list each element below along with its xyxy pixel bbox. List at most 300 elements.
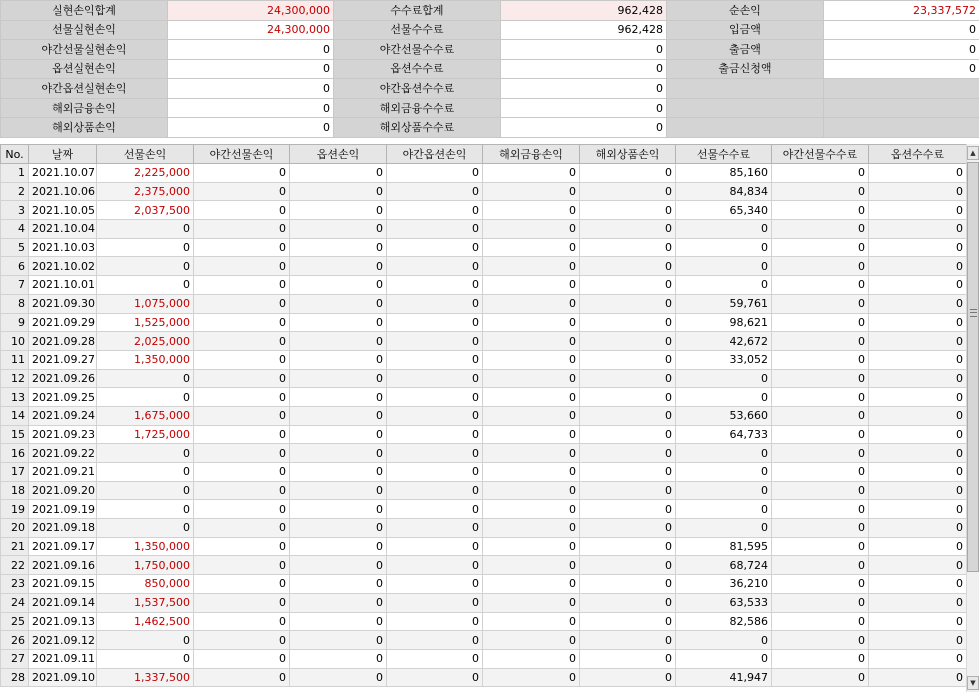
grid-cell: 0 — [580, 406, 676, 425]
summary-label: 야간옵션수수료 — [334, 79, 501, 99]
grid-cell: 0 — [290, 668, 387, 687]
grid-cell: 1,350,000 — [97, 350, 194, 369]
grid-cell: 0 — [194, 294, 290, 313]
row-number: 6 — [1, 257, 29, 276]
row-number: 15 — [1, 425, 29, 444]
grid-cell: 2,037,500 — [97, 201, 194, 220]
daily-pnl-table — [0, 144, 966, 687]
summary-label: 선물수수료 — [334, 20, 501, 40]
grid-cell: 0 — [483, 220, 580, 239]
grid-cell: 0 — [290, 612, 387, 631]
summary-label: 입금액 — [667, 20, 824, 40]
grid-cell: 1,725,000 — [97, 425, 194, 444]
grid-cell: 0 — [387, 500, 483, 519]
date-cell: 2021.09.28 — [29, 332, 97, 351]
grid-cell: 850,000 — [97, 575, 194, 594]
grid-cell: 0 — [772, 164, 869, 183]
grid-cell: 0 — [483, 537, 580, 556]
table-row[interactable] — [1, 369, 967, 388]
grid-cell: 0 — [290, 294, 387, 313]
table-row[interactable] — [1, 220, 967, 239]
column-header[interactable]: 선물손익 — [97, 145, 194, 164]
grid-cell: 0 — [483, 294, 580, 313]
row-number: 24 — [1, 593, 29, 612]
grid-cell: 0 — [194, 332, 290, 351]
column-header[interactable]: 선물수수료 — [676, 145, 772, 164]
column-header[interactable]: 야간옵션손익 — [387, 145, 483, 164]
grid-cell: 0 — [869, 556, 967, 575]
grid-cell: 0 — [483, 388, 580, 407]
date-cell: 2021.10.07 — [29, 164, 97, 183]
grid-cell: 0 — [483, 369, 580, 388]
row-number: 23 — [1, 575, 29, 594]
grid-cell: 0 — [194, 220, 290, 239]
summary-value: 24,300,000 — [168, 1, 334, 21]
grid-cell: 0 — [772, 369, 869, 388]
summary-label: 수수료합계 — [334, 1, 501, 21]
grid-cell: 0 — [580, 668, 676, 687]
grid-cell: 0 — [290, 313, 387, 332]
date-cell: 2021.09.19 — [29, 500, 97, 519]
date-cell: 2021.09.18 — [29, 519, 97, 538]
grid-cell: 0 — [869, 425, 967, 444]
date-cell: 2021.09.26 — [29, 369, 97, 388]
grid-cell: 0 — [194, 444, 290, 463]
table-row[interactable] — [1, 575, 967, 594]
date-cell: 2021.10.05 — [29, 201, 97, 220]
vertical-scrollbar[interactable] — [966, 144, 979, 692]
table-row[interactable] — [1, 313, 967, 332]
date-cell: 2021.10.04 — [29, 220, 97, 239]
summary-empty-cell — [667, 118, 824, 138]
grid-cell: 0 — [194, 350, 290, 369]
grid-cell: 0 — [97, 238, 194, 257]
grid-cell: 98,621 — [676, 313, 772, 332]
grid-cell: 1,337,500 — [97, 668, 194, 687]
grid-cell: 0 — [194, 463, 290, 482]
table-row[interactable] — [1, 425, 967, 444]
grid-cell: 0 — [772, 444, 869, 463]
grid-cell: 0 — [387, 593, 483, 612]
grid-cell: 0 — [97, 388, 194, 407]
summary-row — [1, 20, 979, 40]
grid-cell: 0 — [580, 164, 676, 183]
grid-cell: 0 — [194, 537, 290, 556]
grid-cell: 0 — [869, 406, 967, 425]
grid-cell: 0 — [290, 406, 387, 425]
grid-cell: 0 — [387, 668, 483, 687]
grid-cell: 0 — [676, 649, 772, 668]
grid-cell: 0 — [772, 313, 869, 332]
grid-cell: 0 — [194, 369, 290, 388]
date-cell: 2021.10.01 — [29, 276, 97, 295]
grid-cell: 0 — [290, 350, 387, 369]
grid-cell: 68,724 — [676, 556, 772, 575]
table-row[interactable] — [1, 332, 967, 351]
grid-cell: 0 — [483, 481, 580, 500]
date-cell: 2021.09.11 — [29, 649, 97, 668]
grid-cell: 0 — [290, 238, 387, 257]
grid-cell: 0 — [869, 276, 967, 295]
grid-cell: 0 — [290, 444, 387, 463]
summary-row — [1, 98, 979, 118]
date-cell: 2021.09.21 — [29, 463, 97, 482]
date-cell: 2021.09.14 — [29, 593, 97, 612]
grid-cell: 0 — [194, 164, 290, 183]
grid-cell: 0 — [483, 519, 580, 538]
summary-value: 0 — [824, 59, 979, 79]
date-cell: 2021.09.24 — [29, 406, 97, 425]
grid-cell: 0 — [483, 593, 580, 612]
table-row[interactable] — [1, 631, 967, 650]
table-row[interactable] — [1, 500, 967, 519]
grid-cell: 0 — [483, 164, 580, 183]
table-row[interactable] — [1, 593, 967, 612]
date-cell: 2021.09.15 — [29, 575, 97, 594]
grid-cell: 0 — [290, 369, 387, 388]
grid-cell: 0 — [387, 631, 483, 650]
summary-value: 0 — [824, 20, 979, 40]
grid-cell: 0 — [869, 294, 967, 313]
grid-cell: 0 — [97, 444, 194, 463]
grid-cell: 0 — [387, 257, 483, 276]
grid-cell: 0 — [483, 332, 580, 351]
grid-cell: 0 — [194, 425, 290, 444]
grid-cell: 0 — [97, 220, 194, 239]
date-cell: 2021.09.17 — [29, 537, 97, 556]
table-row[interactable] — [1, 276, 967, 295]
grid-cell: 0 — [676, 276, 772, 295]
grid-cell: 2,225,000 — [97, 164, 194, 183]
grid-cell: 0 — [580, 257, 676, 276]
grid-cell: 36,210 — [676, 575, 772, 594]
grid-cell: 0 — [194, 612, 290, 631]
summary-label: 해외금융손익 — [1, 98, 168, 118]
daily-pnl-grid[interactable] — [0, 144, 966, 692]
grid-cell: 0 — [290, 481, 387, 500]
scroll-thumb[interactable] — [967, 162, 979, 572]
grid-cell: 0 — [290, 593, 387, 612]
column-header[interactable]: 야간선물손익 — [194, 145, 290, 164]
grid-cell: 0 — [869, 500, 967, 519]
grid-cell: 0 — [194, 481, 290, 500]
grid-cell: 0 — [194, 500, 290, 519]
table-row[interactable] — [1, 481, 967, 500]
table-row[interactable] — [1, 406, 967, 425]
grid-cell: 0 — [772, 182, 869, 201]
row-number: 19 — [1, 500, 29, 519]
summary-value: 0 — [501, 98, 667, 118]
summary-empty-cell — [824, 79, 979, 99]
date-cell: 2021.09.16 — [29, 556, 97, 575]
grid-cell: 0 — [869, 164, 967, 183]
grid-cell: 0 — [676, 463, 772, 482]
grid-cell: 0 — [580, 425, 676, 444]
grid-cell: 0 — [387, 182, 483, 201]
scroll-up-arrow-icon[interactable]: ▲ — [967, 146, 979, 160]
grid-cell: 0 — [290, 276, 387, 295]
grid-cell: 0 — [97, 276, 194, 295]
table-row[interactable] — [1, 238, 967, 257]
date-cell: 2021.10.06 — [29, 182, 97, 201]
grid-cell: 0 — [676, 444, 772, 463]
grid-cell: 0 — [387, 519, 483, 538]
scroll-down-arrow-icon[interactable]: ▼ — [967, 676, 979, 690]
summary-label: 야간선물실현손익 — [1, 40, 168, 60]
grid-cell: 0 — [194, 388, 290, 407]
grid-cell: 0 — [290, 182, 387, 201]
grid-cell: 0 — [580, 294, 676, 313]
column-header[interactable]: 날짜 — [29, 145, 97, 164]
row-number: 17 — [1, 463, 29, 482]
grid-cell: 0 — [290, 463, 387, 482]
column-header[interactable]: 해외상품손익 — [580, 145, 676, 164]
row-number: 9 — [1, 313, 29, 332]
table-row[interactable] — [1, 649, 967, 668]
grid-cell: 0 — [290, 220, 387, 239]
grip-icon — [970, 309, 977, 317]
grid-cell: 0 — [580, 500, 676, 519]
grid-cell: 0 — [676, 257, 772, 276]
grid-cell: 0 — [772, 332, 869, 351]
grid-cell: 53,660 — [676, 406, 772, 425]
grid-cell: 0 — [580, 649, 676, 668]
grid-cell: 0 — [97, 500, 194, 519]
grid-cell: 0 — [97, 631, 194, 650]
grid-cell: 0 — [194, 238, 290, 257]
grid-cell: 0 — [290, 575, 387, 594]
grid-cell: 0 — [580, 631, 676, 650]
table-row[interactable] — [1, 182, 967, 201]
grid-cell: 0 — [869, 388, 967, 407]
grid-cell: 0 — [387, 463, 483, 482]
grid-cell: 85,160 — [676, 164, 772, 183]
grid-cell: 0 — [772, 668, 869, 687]
row-number: 22 — [1, 556, 29, 575]
grid-cell: 41,947 — [676, 668, 772, 687]
table-row[interactable] — [1, 257, 967, 276]
grid-cell: 0 — [194, 519, 290, 538]
grid-cell: 0 — [290, 257, 387, 276]
grid-cell: 0 — [772, 425, 869, 444]
grid-cell: 33,052 — [676, 350, 772, 369]
grid-cell: 0 — [772, 350, 869, 369]
grid-cell: 0 — [387, 649, 483, 668]
grid-cell: 0 — [772, 201, 869, 220]
grid-cell: 0 — [290, 556, 387, 575]
grid-cell: 0 — [772, 257, 869, 276]
grid-cell: 0 — [869, 220, 967, 239]
summary-label: 출금액 — [667, 40, 824, 60]
grid-cell: 82,586 — [676, 612, 772, 631]
grid-cell: 0 — [676, 388, 772, 407]
grid-cell: 0 — [869, 182, 967, 201]
grid-cell: 0 — [772, 556, 869, 575]
grid-cell: 1,462,500 — [97, 612, 194, 631]
summary-label: 출금신청액 — [667, 59, 824, 79]
row-number: 27 — [1, 649, 29, 668]
row-number: 3 — [1, 201, 29, 220]
table-row[interactable] — [1, 201, 967, 220]
row-number: 28 — [1, 668, 29, 687]
column-header[interactable]: 옵션손익 — [290, 145, 387, 164]
row-number: 12 — [1, 369, 29, 388]
grid-cell: 0 — [580, 182, 676, 201]
grid-cell: 84,834 — [676, 182, 772, 201]
table-row[interactable] — [1, 668, 967, 687]
grid-cell: 1,675,000 — [97, 406, 194, 425]
table-row[interactable] — [1, 164, 967, 183]
grid-cell: 1,750,000 — [97, 556, 194, 575]
grid-cell: 1,537,500 — [97, 593, 194, 612]
summary-value: 0 — [501, 118, 667, 138]
grid-cell: 0 — [869, 332, 967, 351]
grid-cell: 0 — [194, 631, 290, 650]
grid-cell: 0 — [387, 238, 483, 257]
summary-label: 해외금융수수료 — [334, 98, 501, 118]
date-cell: 2021.09.25 — [29, 388, 97, 407]
summary-label: 해외상품수수료 — [334, 118, 501, 138]
grid-cell: 0 — [772, 220, 869, 239]
grid-cell: 0 — [483, 668, 580, 687]
grid-cell: 0 — [869, 463, 967, 482]
grid-cell: 0 — [580, 350, 676, 369]
grid-cell: 0 — [772, 463, 869, 482]
row-number: 2 — [1, 182, 29, 201]
summary-row — [1, 118, 979, 138]
table-row[interactable] — [1, 388, 967, 407]
date-cell: 2021.10.03 — [29, 238, 97, 257]
grid-cell: 0 — [387, 612, 483, 631]
grid-cell: 0 — [290, 649, 387, 668]
grid-cell: 0 — [387, 332, 483, 351]
grid-cell: 0 — [483, 406, 580, 425]
summary-row — [1, 40, 979, 60]
grid-cell: 0 — [483, 425, 580, 444]
summary-empty-cell — [824, 118, 979, 138]
grid-cell: 0 — [483, 350, 580, 369]
summary-value: 0 — [168, 40, 334, 60]
grid-cell: 65,340 — [676, 201, 772, 220]
summary-value: 0 — [168, 59, 334, 79]
summary-panel — [0, 0, 979, 138]
grid-cell: 0 — [483, 631, 580, 650]
table-row[interactable] — [1, 612, 967, 631]
grid-cell: 1,075,000 — [97, 294, 194, 313]
grid-cell: 0 — [869, 668, 967, 687]
grid-cell: 0 — [580, 481, 676, 500]
grid-cell: 0 — [387, 537, 483, 556]
grid-cell: 0 — [580, 444, 676, 463]
grid-cell: 0 — [387, 164, 483, 183]
column-header[interactable]: No. — [1, 145, 29, 164]
row-number: 26 — [1, 631, 29, 650]
grid-cell: 0 — [194, 313, 290, 332]
grid-cell: 0 — [387, 294, 483, 313]
grid-cell: 0 — [772, 406, 869, 425]
grid-cell: 0 — [580, 238, 676, 257]
date-cell: 2021.09.30 — [29, 294, 97, 313]
grid-cell: 0 — [387, 388, 483, 407]
date-cell: 2021.10.02 — [29, 257, 97, 276]
grid-cell: 0 — [387, 369, 483, 388]
table-row[interactable] — [1, 519, 967, 538]
date-cell: 2021.09.27 — [29, 350, 97, 369]
grid-header-row — [1, 145, 967, 164]
grid-cell: 0 — [194, 668, 290, 687]
row-number: 21 — [1, 537, 29, 556]
grid-cell: 0 — [580, 463, 676, 482]
summary-value: 962,428 — [501, 1, 667, 21]
row-number: 25 — [1, 612, 29, 631]
column-header[interactable]: 옵션수수료 — [869, 145, 967, 164]
grid-cell: 0 — [869, 519, 967, 538]
grid-cell: 0 — [580, 369, 676, 388]
grid-cell: 0 — [483, 575, 580, 594]
grid-cell: 0 — [387, 220, 483, 239]
grid-cell: 0 — [580, 519, 676, 538]
table-row[interactable] — [1, 463, 967, 482]
grid-cell: 0 — [676, 631, 772, 650]
summary-row — [1, 1, 979, 21]
grid-cell: 0 — [772, 649, 869, 668]
grid-cell: 0 — [194, 276, 290, 295]
row-number: 13 — [1, 388, 29, 407]
grid-cell: 0 — [194, 201, 290, 220]
summary-value: 0 — [168, 118, 334, 138]
grid-cell: 0 — [483, 444, 580, 463]
grid-cell: 0 — [387, 350, 483, 369]
table-row[interactable] — [1, 294, 967, 313]
grid-cell: 0 — [483, 463, 580, 482]
table-row[interactable] — [1, 444, 967, 463]
grid-cell: 0 — [772, 238, 869, 257]
row-number: 16 — [1, 444, 29, 463]
column-header[interactable]: 야간선물수수료 — [772, 145, 869, 164]
grid-cell: 0 — [483, 556, 580, 575]
grid-cell: 0 — [97, 369, 194, 388]
table-row[interactable] — [1, 556, 967, 575]
summary-label: 옵션실현손익 — [1, 59, 168, 79]
grid-cell: 0 — [580, 313, 676, 332]
row-number: 7 — [1, 276, 29, 295]
grid-cell: 0 — [772, 593, 869, 612]
column-header[interactable]: 해외금융손익 — [483, 145, 580, 164]
grid-cell: 0 — [772, 276, 869, 295]
summary-empty-cell — [667, 98, 824, 118]
summary-value: 23,337,572 — [824, 1, 979, 21]
grid-cell: 0 — [772, 481, 869, 500]
grid-cell: 0 — [676, 220, 772, 239]
summary-empty-cell — [824, 98, 979, 118]
summary-label: 야간선물수수료 — [334, 40, 501, 60]
grid-cell: 0 — [387, 481, 483, 500]
grid-cell: 0 — [580, 537, 676, 556]
grid-cell: 0 — [869, 575, 967, 594]
grid-cell: 0 — [772, 388, 869, 407]
summary-label: 해외상품손익 — [1, 118, 168, 138]
grid-cell: 0 — [580, 556, 676, 575]
grid-cell: 0 — [97, 463, 194, 482]
grid-cell: 0 — [772, 294, 869, 313]
summary-value: 0 — [168, 79, 334, 99]
table-row[interactable] — [1, 537, 967, 556]
grid-cell: 0 — [869, 238, 967, 257]
grid-cell: 0 — [869, 350, 967, 369]
grid-cell: 0 — [869, 537, 967, 556]
grid-cell: 59,761 — [676, 294, 772, 313]
table-row[interactable] — [1, 350, 967, 369]
